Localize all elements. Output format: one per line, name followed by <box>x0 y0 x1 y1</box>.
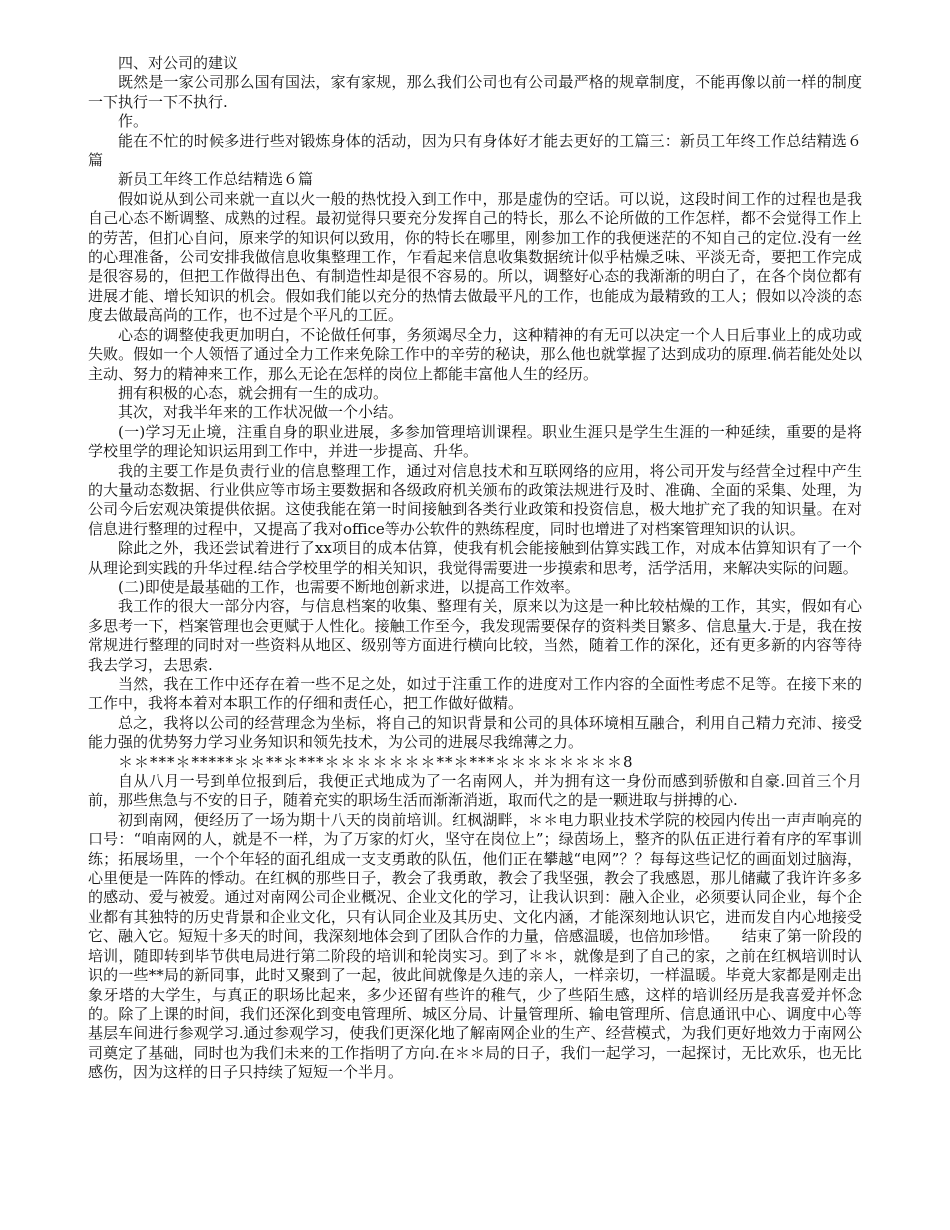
paragraph: (一)学习无止境，注重自身的职业进展，多参加管理培训课程。职业生涯只是学生生涯的一种延续，重要的是将学校里学的理论知识运用到工作中，并进一步提高、升华。 <box>88 422 862 461</box>
paragraph: 假如说从到公司来就一直以火一般的热忱投入到工作中，那是虚伪的空话。可以说，这段时间工作的过程也是我自己心态不断调整、成熟的过程。最初觉得只要充分发挥自己的特长，那么不论所做的工作怎样，都不会觉得工作上的劳苦，但扪心自问，原来学的知识何以致用，你的特长在哪里，刚参加工作的我便迷茫的不知自己的定位.没有一丝的心理准备，公司安排我做信息收集整理工作，乍看起来信息收集数据统计似乎枯燥乏味、平淡无奇，要把工作完成是很容易的，但把工作做得出色、有制造性却是很不容易的。所以，调整好心态的我渐渐的明白了，在各个岗位都有进展才能、增长知识的机会。假如我们能以充分的热情去做最平凡的工作，也能成为最精致的工人；假如以冷淡的态度去做最高尚的工作，也不过是个平凡的工匠。 <box>88 189 862 325</box>
paragraph: 总之，我将以公司的经营理念为坐标，将自己的知识背景和公司的具体环境相互融合，利用自己精力充沛、接受能力强的优势努力学习业务知识和领先技术，为公司的进展尽我绵薄之力。 <box>88 713 862 752</box>
paragraph: 我的主要工作是负责行业的信息整理工作，通过对信息技术和互联网络的应用，将公司开发与经营全过程中产生的大量动态数据、行业供应等市场主要数据和各级政府机关颁布的政策法规进行及时、准确、全面的采集、处理，为公司今后宏观决策提供依据。这使我能在第一时间接触到各类行业政策和投资信息，极大地扩充了我的知识量。在对信息进行整理的过程中，又提高了我对office等办公软件的熟练程度，同时也增进了对档案管理知识的认识。 <box>88 461 862 538</box>
document-page <box>88 54 862 1083</box>
paragraph: 既然是一家公司那么国有国法，家有家规，那么我们公司也有公司最严格的规章制度，不能再像以前一样的制度一下执行一下不执行. <box>88 73 862 111</box>
paragraph: 当然，我在工作中还存在着一些不足之处，如过于注重工作的进度对工作内容的全面性考虑不足等。在接下来的工作中，我将本着对本职工作的仔细和责任心，把工作做好做精。 <box>88 675 862 713</box>
paragraph: (二)即使是最基础的工作，也需要不断地创新求进，以提高工作效率。 <box>118 577 580 596</box>
paragraph: 我工作的很大一部分内容，与信息档案的收集、整理有关，原来以为这是一种比较枯燥的工作，其实，假如有心多思考一下，档案管理也会更赋于人性化。接触工作至今，我发现需要保存的资料类目繁多、信息量大.于是，我在按常规进行整理的同时对一些资料从地区、级别等方面进行横向比较，当然，随着工作的深化，还有更多新的内容等待我去学习，去思索. <box>88 597 862 674</box>
paragraph: 拥有积极的心态，就会拥有一生的成功。 <box>118 383 389 402</box>
paragraph: 作。 <box>118 112 149 131</box>
star-separator: ＊＊***＊*****＊＊**＊***＊＊＊＊＊＊＊**＊***＊＊＊＊＊＊＊＊8 <box>118 752 634 771</box>
paragraph: 心态的调整使我更加明白，不论做任何事，务须竭尽全力，这种精神的有无可以决定一个人日后事业上的成功或失败。假如一个人领悟了通过全力工作来免除工作中的辛劳的秘诀，那么他也就掌握了达到成功的原理.倘若能处处以主动、努力的精神来工作，那么无论在怎样的岗位上都能丰富他人生的经历。 <box>88 325 862 383</box>
heading-company-suggestions: 四、对公司的建议 <box>118 54 239 72</box>
paragraph: 能在不忙的时候多进行些对锻炼身体的活动，因为只有身体好才能去更好的工篇三：新员工年终工作总结精选６篇 <box>88 131 862 170</box>
section-title: 新员工年终工作总结精选６篇 <box>118 170 314 189</box>
paragraph: 初到南网，便经历了一场为期十八天的岗前培训。红枫湖畔，＊＊电力职业技术学院的校园内传出一声声响亮的口号：“咱南网的人，就是不一样，为了万家的灯火，坚守在岗位上”；绿茵场上，整齐的队伍正进行着有序的军事训练；拓展场里，一个个年轻的面孔组成一支支勇敢的队伍，他们正在攀越“电网”？？每每这些记忆的画面划过脑海，心里便是一阵阵的悸动。在红枫的那些日子，教会了我勇敢，教会了我坚强，教会了我感恩，那儿储藏了我许许多多的感动、爱与被爱。通过对南网公司企业概况、企业文化的学习，让我认识到：融入企业，必须要认同企业，每个企业都有其独特的历史背景和企业文化，只有认同企业及其历史、文化内涵，才能深刻地认识它，进而发自内心地接受它、融入它。短短十多天的时间，我深刻地体会到了团队合作的力量，倍感温暖，也倍加珍惜。 结束了第一阶段的培训，随即转到毕节供电局进行第二阶段的培训和轮岗实习。到了＊＊，就像是到了自己的家，之前在红枫培训时认识的一些**局的新同事，此时又聚到了一起，彼此间就像是久违的亲人，一样亲切，一样温暖。毕竟大家都是刚走出象牙塔的大学生，与真正的职场比起来，多少还留有些许的稚气，少了些陌生感，这样的培训经历是我喜爱并怀念的。除了上课的时间，我们还深化到变电管理所、城区分局、计量管理所、输电管理所、信息通讯中心、调度中心等基层车间进行参观学习.通过参观学习，使我们更深化地了解南网企业的生产、经营模式，为我们更好地效力于南网公司奠定了基础，同时也为我们未来的工作指明了方向.在＊＊局的日子，我们一起学习，一起探讨，无比欢乐，也无比感伤，因为这样的日子只持续了短短一个半月。 <box>88 810 862 1082</box>
paragraph: 其次，对我半年来的工作状况做一个小结。 <box>118 403 404 422</box>
paragraph: 除此之外，我还尝试着进行了xx项目的成本估算，使我有机会能接触到估算实践工作，对成本估算知识有了一个从理论到实践的升华过程.结合学校里学的相关知识，我觉得需要进一步摸索和思考，活学活用，来解决实际的问题。 <box>88 539 862 577</box>
paragraph: 自从八月一号到单位报到后，我便正式地成为了一名南网人，并为拥有这一身份而感到骄傲和自豪.回首三个月前，那些焦急与不安的日子，随着充实的职场生活而渐渐消逝，取而代之的是一颗进取与拼搏的心. <box>88 772 862 810</box>
